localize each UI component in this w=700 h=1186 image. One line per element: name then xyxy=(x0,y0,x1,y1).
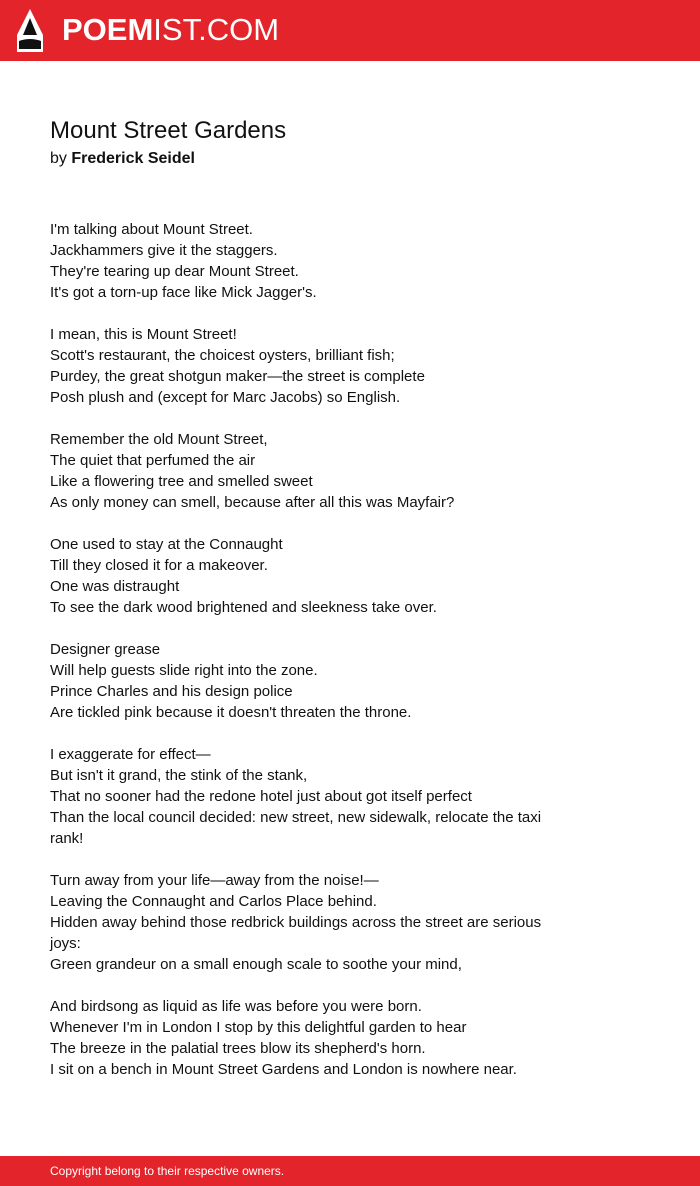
site-footer xyxy=(0,1156,700,1186)
logo-bold-text: POEM xyxy=(62,12,154,47)
poem-body xyxy=(50,219,570,1101)
site-logo[interactable] xyxy=(62,11,279,49)
poem-line: Like a flowering tree and smelled sweet xyxy=(50,473,313,490)
poem-line: Hidden away behind those redbrick buildings across the street are serious joys: xyxy=(50,914,542,952)
poem-line: Whenever I'm in London I stop by this delightful garden to hear xyxy=(50,1019,467,1036)
poem-line: I mean, this is Mount Street! xyxy=(50,326,237,343)
poem-line: To see the dark wood brightened and sleekness take over. xyxy=(50,599,437,616)
poem-line: They're tearing up dear Mount Street. xyxy=(50,263,299,280)
poem-line: Purdey, the great shotgun maker—the street is complete xyxy=(50,368,425,385)
poem-line: Than the local council decided: new street, new sidewalk, relocate the taxi rank! xyxy=(50,809,542,847)
poem-line: Will help guests slide right into the zone. xyxy=(50,662,318,679)
poem-line: One used to stay at the Connaught xyxy=(50,536,283,553)
pencil-icon[interactable] xyxy=(17,9,43,52)
poem-byline xyxy=(50,149,195,169)
site-header xyxy=(0,0,700,61)
poem-line: Green grandeur on a small enough scale to soothe your mind, xyxy=(50,956,462,973)
poem-line: Posh plush and (except for Marc Jacobs) so English. xyxy=(50,389,401,406)
poem-line: I'm talking about Mount Street. xyxy=(50,221,253,238)
stanza xyxy=(50,534,570,618)
stanza xyxy=(50,639,570,723)
stanza xyxy=(50,324,570,408)
author-name: Frederick Seidel xyxy=(71,150,195,167)
logo-light-text: IST.COM xyxy=(153,12,280,47)
poem-line: It's got a torn-up face like Mick Jagger's. xyxy=(50,284,317,301)
stanza xyxy=(50,429,570,513)
stanza xyxy=(50,996,570,1080)
poem-line: Turn away from your life—away from the noise!— xyxy=(50,872,379,889)
poem-line: The breeze in the palatial trees blow its shepherd's horn. xyxy=(50,1040,426,1057)
poem-line: Leaving the Connaught and Carlos Place behind. xyxy=(50,893,377,910)
poem-line: Till they closed it for a makeover. xyxy=(50,557,268,574)
poem-line: Scott's restaurant, the choicest oysters, brilliant fish; xyxy=(50,347,395,364)
poem-line: As only money can smell, because after all this was Mayfair? xyxy=(50,494,455,511)
poem-line: Prince Charles and his design police xyxy=(50,683,293,700)
copyright-text: Copyright belong to their respective owners. xyxy=(50,1164,285,1178)
poem-line: That no sooner had the redone hotel just about got itself perfect xyxy=(50,788,472,805)
poem-line: One was distraught xyxy=(50,578,180,595)
poem-line: Designer grease xyxy=(50,641,161,658)
poem-line: And birdsong as liquid as life was before you were born. xyxy=(50,998,422,1015)
by-label: by xyxy=(50,150,67,167)
stanza xyxy=(50,219,570,303)
poem-title: Mount Street Gardens xyxy=(50,117,287,144)
poem-line: The quiet that perfumed the air xyxy=(50,452,256,469)
poem-line: But isn't it grand, the stink of the stank, xyxy=(50,767,308,784)
poem-line: Jackhammers give it the staggers. xyxy=(50,242,278,259)
poem-line: Remember the old Mount Street, xyxy=(50,431,268,448)
poem-line: I exaggerate for effect— xyxy=(50,746,211,763)
poem-line: Are tickled pink because it doesn't threaten the throne. xyxy=(50,704,412,721)
poem-line: I sit on a bench in Mount Street Gardens and London is nowhere near. xyxy=(50,1061,517,1078)
stanza xyxy=(50,744,570,849)
stanza xyxy=(50,870,570,975)
